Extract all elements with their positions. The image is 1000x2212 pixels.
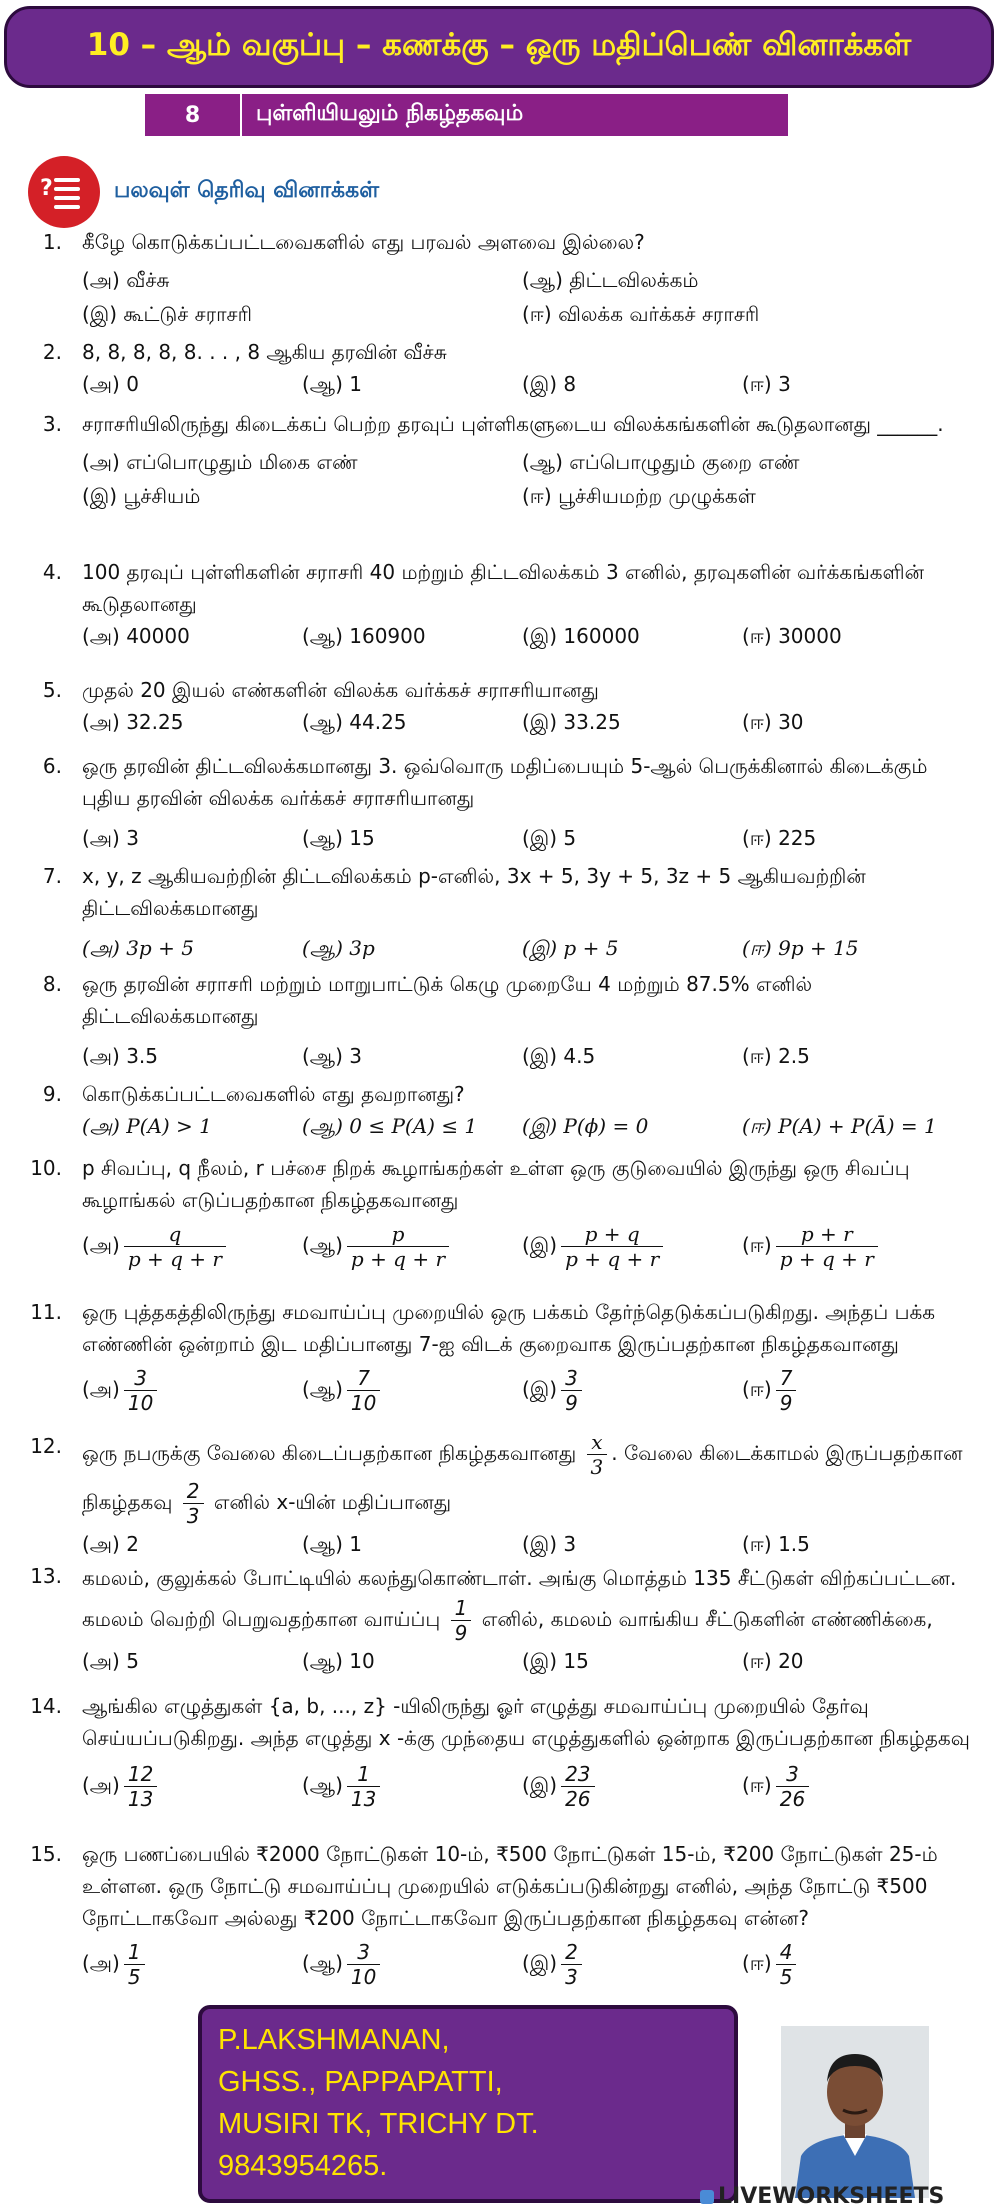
options-row [82, 1366, 980, 1426]
option[interactable]: (அ) 5 [82, 1649, 139, 1673]
option[interactable]: (ஆ) $\frac{p}{p + q + r}$ [302, 1222, 453, 1271]
option[interactable]: (ஆ) 1 [302, 372, 362, 396]
question-text: 8, 8, 8, 8, 8. . . , 8 ஆகிய தரவின் வீச்சு [82, 340, 447, 364]
question: 13. கமலம், குலுக்கல் போட்டியில் கலந்துகொண்டாள். அங்கு மொத்தம் 135 சீட்டுகள் விற்கப்பட்டன. கமலம் வெற்றி பெறுவதற்கான வாய்ப்பு $\frac{1}{9}$ எனில், கமலம் வாங்கிய சீட்டுகளின் எண்ணிக்கை, (அ) 5 (ஆ) 10 (இ) 15 (ஈ) 20 [20, 1560, 980, 1679]
option[interactable]: (அ) $\frac{12}{13}$ [82, 1762, 161, 1811]
option[interactable]: (இ) p + 5 [522, 936, 619, 960]
option[interactable]: (ஈ) 1.5 [742, 1532, 810, 1556]
option[interactable]: (இ) 3 [522, 1532, 577, 1556]
option[interactable]: (ஆ) 44.25 [302, 710, 407, 734]
option[interactable]: (இ) 5 [522, 826, 577, 850]
option[interactable]: (இ) P(ϕ) = 0 [522, 1114, 649, 1138]
options-row [82, 1645, 980, 1679]
page-title: 10 – ஆம் வகுப்பு – கணக்கு – ஒரு மதிப்பெண் வினாக்கள் [86, 27, 912, 63]
options-row [82, 620, 980, 654]
option[interactable]: (அ) 2 [82, 1532, 139, 1556]
section-label: பலவுள் தெரிவு வினாக்கள் [114, 178, 380, 203]
options-row [82, 446, 980, 480]
option[interactable]: (ஆ) எப்பொழுதும் குறை எண் [522, 450, 800, 474]
option[interactable]: (ஈ) 3 [742, 372, 791, 396]
option[interactable]: (இ) 8 [522, 372, 577, 396]
option[interactable]: (ஆ) $\frac{7}{10}$ [302, 1366, 384, 1415]
options-row [82, 1110, 980, 1144]
question-text: கீழே கொடுக்கப்பட்டவைகளில் எது பரவல் அளவை இல்லை? [82, 230, 645, 254]
option[interactable]: (இ) 33.25 [522, 710, 621, 734]
options-row [82, 1940, 980, 2000]
option[interactable]: (இ) 4.5 [522, 1044, 596, 1068]
question: 11. ஒரு புத்தகத்திலிருந்து சமவாய்ப்பு முறையில் ஒரு பக்கம் தேர்ந்தெடுக்கப்படுகிறது. அந்தப் பக்க எண்ணின் ஒன்றாம் இட மதிப்பானது 7-ஐ விடக் குறைவாக இருப்பதற்கான நிகழ்தகவானது (அ) $\frac{3}{10}$ (ஆ) $\frac{7}{10}$ (இ) $\frac{3}{9}$ (ஈ) $\frac{7}{9}$ [20, 1296, 980, 1426]
options-row [82, 298, 980, 332]
option[interactable]: (ஆ) 160900 [302, 624, 426, 648]
question: 8. ஒரு தரவின் சராசரி மற்றும் மாறுபாட்டுக் கெழு முறையே 4 மற்றும் 87.5% எனில் திட்டவிலக்கமானது (அ) 3.5 (ஆ) 3 (இ) 4.5 (ஈ) 2.5 [20, 968, 980, 1074]
chapter-bar [145, 94, 788, 136]
option[interactable]: (அ) 40000 [82, 624, 190, 648]
question: 2. 8, 8, 8, 8, 8. . . , 8 ஆகிய தரவின் வீச்சு (அ) 0 (ஆ) 1 (இ) 8 (ஈ) 3 [20, 336, 980, 402]
question-text: x, y, z ஆகியவற்றின் திட்டவிலக்கம் p-எனில், 3x + 5, 3y + 5, 3z + 5 ஆகியவற்றின் திட்டவிலக்கமானது [82, 864, 866, 920]
question-text: ஒரு புத்தகத்திலிருந்து சமவாய்ப்பு முறையில் ஒரு பக்கம் தேர்ந்தெடுக்கப்படுகிறது. அந்தப் பக்க எண்ணின் ஒன்றாம் இட மதிப்பானது 7-ஐ விடக் குறைவாக இருப்பதற்கான நிகழ்தகவானது [82, 1300, 936, 1356]
option[interactable]: (ஈ) 30000 [742, 624, 842, 648]
option[interactable]: (ஈ) 2.5 [742, 1044, 810, 1068]
author-photo [778, 2023, 932, 2201]
option[interactable]: (இ) $\frac{p + q}{p + q + r}$ [522, 1222, 667, 1271]
option[interactable]: (ஈ) $\frac{7}{9}$ [742, 1366, 800, 1415]
author-school: GHSS., PAPPAPATTI, [218, 2066, 503, 2098]
options-row [82, 1528, 980, 1562]
question: 7. x, y, z ஆகியவற்றின் திட்டவிலக்கம் p-எனில், 3x + 5, 3y + 5, 3z + 5 ஆகியவற்றின் திட்டவிலக்கமானது (அ) 3p + 5 (ஆ) 3p (இ) p + 5 (ஈ) 9p + 15 [20, 860, 980, 966]
question-text: முதல் 20 இயல் எண்களின் விலக்க வர்க்கச் சராசரியானது [82, 678, 599, 702]
option[interactable]: (ஈ) 30 [742, 710, 804, 734]
question-text: சராசரியிலிருந்து கிடைக்கப் பெற்ற தரவுப் புள்ளிகளுடைய விலக்கங்களின் கூடுதலானது ______. [82, 412, 944, 436]
question-list-icon: ? [28, 156, 100, 228]
option[interactable]: (ஆ) $\frac{1}{13}$ [302, 1762, 384, 1811]
question-text: கமலம், குலுக்கல் போட்டியில் கலந்துகொண்டாள். அங்கு மொத்தம் 135 சீட்டுகள் விற்கப்பட்டன. கமலம் வெற்றி பெறுவதற்கான வாய்ப்பு $\frac{1}{9}$ எனில், கமலம் வாங்கிய சீட்டுகளின் எண்ணிக்கை, [82, 1566, 957, 1645]
option[interactable]: (ஈ) $\frac{3}{26}$ [742, 1762, 813, 1811]
options-row [82, 822, 980, 856]
option[interactable]: (ஆ) $\frac{3}{10}$ [302, 1940, 384, 1989]
option[interactable]: (ஈ) 225 [742, 826, 817, 850]
option[interactable]: (இ) 15 [522, 1649, 589, 1673]
author-location: MUSIRI TK, TRICHY DT. [218, 2108, 539, 2140]
options-row [82, 932, 980, 966]
option[interactable]: (ஆ) 10 [302, 1649, 375, 1673]
question-text: கொடுக்கப்பட்டவைகளில் எது தவறானது? [82, 1082, 465, 1106]
question-text: 100 தரவுப் புள்ளிகளின் சராசரி 40 மற்றும் திட்டவிலக்கம் 3 எனில், தரவுகளின் வர்க்கங்களின் கூடுதலானது [82, 560, 925, 616]
question-text: ஒரு தரவின் சராசரி மற்றும் மாறுபாட்டுக் கெழு முறையே 4 மற்றும் 87.5% எனில் திட்டவிலக்கமானது [82, 972, 813, 1028]
option[interactable]: (ஈ) 20 [742, 1649, 804, 1673]
question-text: p சிவப்பு, q நீலம், r பச்சை நிறக் கூழாங்கற்கள் உள்ள ஒரு குடுவையில் இருந்து ஒரு சிவப்பு கூழாங்கல் எடுப்பதற்கான நிகழ்தகவானது [82, 1156, 910, 1212]
question: 12. ஒரு நபருக்கு வேலை கிடைப்பதற்கான நிகழ்தகவானது $\frac{x}{3}$ . வேலை கிடைக்காமல் இருப்பதற்கான நிகழ்தகவு $\frac{2}{3}$ எனில் x-யின் மதிப்பானது (அ) 2 (ஆ) 1 (இ) 3 (ஈ) 1.5 [20, 1430, 980, 1562]
question-text: ஒரு நபருக்கு வேலை கிடைப்பதற்கான நிகழ்தகவானது $\frac{x}{3}$ . வேலை கிடைக்காமல் இருப்பதற்கான நிகழ்தகவு $\frac{2}{3}$ எனில் x-யின் மதிப்பானது [82, 1430, 963, 1528]
option[interactable]: (ஆ) 1 [302, 1532, 362, 1556]
liveworksheets-logo: LIVEWORKSHEETS [700, 2184, 944, 2209]
option[interactable]: (அ) P(A) > 1 [82, 1114, 212, 1138]
option[interactable]: (அ) $\frac{3}{10}$ [82, 1366, 161, 1415]
question-text: ஒரு தரவின் திட்டவிலக்கமானது 3. ஒவ்வொரு மதிப்பையும் 5-ஆல் பெருக்கினால் கிடைக்கும் புதிய தரவின் விலக்க வர்க்கச் சராசரியானது [82, 754, 928, 810]
option[interactable]: (அ) வீச்சு [82, 268, 170, 292]
options-row [82, 706, 980, 740]
options-row [82, 368, 980, 402]
option[interactable]: (இ) பூச்சியம் [82, 484, 201, 508]
option[interactable]: (அ) $\frac{q}{p + q + r}$ [82, 1222, 230, 1271]
chapter-number: 8 [145, 94, 242, 136]
question: 9. கொடுக்கப்பட்டவைகளில் எது தவறானது? (அ) P(A) > 1 (ஆ) 0 ≤ P(A) ≤ 1 (இ) P(ϕ) = 0 (ஈ) P(A) + P(Ā) = 1 [20, 1078, 980, 1144]
option[interactable]: (ஈ) விலக்க வர்க்கச் சராசரி [522, 302, 760, 326]
option[interactable]: (ஆ) 3 [302, 1044, 362, 1068]
options-row [82, 480, 980, 514]
option[interactable]: (அ) 3.5 [82, 1044, 158, 1068]
option[interactable]: (ஈ) P(A) + P(Ā) = 1 [742, 1114, 937, 1138]
question-text: ஆங்கில எழுத்துகள் {a, b, ..., z} -யிலிருந்து ஓர் எழுத்து சமவாய்ப்பு முறையில் தேர்வு செய்யப்படுகிறது. அந்த எழுத்து x -க்கு முந்தைய எழுத்துகளில் ஒன்றாக இருப்பதற்கான நிகழ்தகவு [82, 1694, 970, 1750]
options-row [82, 1222, 980, 1282]
option[interactable]: (அ) 0 [82, 372, 139, 396]
option[interactable]: (அ) 3 [82, 826, 139, 850]
option[interactable]: (ஈ) பூச்சியமற்ற முழுக்கள் [522, 484, 756, 508]
option[interactable]: (இ) $\frac{3}{9}$ [522, 1366, 586, 1415]
author-card [198, 2005, 738, 2203]
author-phone: 9843954265. [218, 2150, 388, 2182]
option[interactable]: (அ) எப்பொழுதும் மிகை எண் [82, 450, 358, 474]
option[interactable]: (அ) $\frac{1}{5}$ [82, 1940, 149, 1989]
option[interactable]: (ஈ) $\frac{4}{5}$ [742, 1940, 800, 1989]
option[interactable]: (ஆ) 0 ≤ P(A) ≤ 1 [302, 1114, 478, 1138]
question: 14. ஆங்கில எழுத்துகள் {a, b, ..., z} -யிலிருந்து ஓர் எழுத்து சமவாய்ப்பு முறையில் தேர்வு செய்யப்படுகிறது. அந்த எழுத்து x -க்கு முந்தைய எழுத்துகளில் ஒன்றாக இருப்பதற்கான நிகழ்தகவு (அ) $\frac{12}{13}$ (ஆ) $\frac{1}{13}$ (இ) $\frac{23}{26}$ (ஈ) $\frac{3}{26}$ [20, 1690, 980, 1822]
option[interactable]: (ஈ) 9p + 15 [742, 936, 859, 960]
liveworksheets-icon [700, 2190, 714, 2204]
question: 5. முதல் 20 இயல் எண்களின் விலக்க வர்க்கச் சராசரியானது (அ) 32.25 (ஆ) 44.25 (இ) 33.25 (ஈ) 30 [20, 674, 980, 740]
option[interactable]: (இ) 160000 [522, 624, 640, 648]
question: 1. கீழே கொடுக்கப்பட்டவைகளில் எது பரவல் அளவை இல்லை? (அ) வீச்சு (ஆ) திட்டவிலக்கம் (இ) கூட்டுச் சராசரி (ஈ) விலக்க வர்க்கச் சராசரி [20, 226, 980, 332]
option[interactable]: (இ) கூட்டுச் சராசரி [82, 302, 252, 326]
question: 3. சராசரியிலிருந்து கிடைக்கப் பெற்ற தரவுப் புள்ளிகளுடைய விலக்கங்களின் கூடுதலானது ______. (அ) எப்பொழுதும் மிகை எண் (ஆ) எப்பொழுதும் குறை எண் (இ) பூச்சியம் (ஈ) பூச்சியமற்ற முழுக்கள் [20, 408, 980, 514]
options-row [82, 1762, 980, 1822]
author-name: P.LAKSHMANAN, [218, 2024, 450, 2056]
question-text: ஒரு பணப்பையில் ₹2000 நோட்டுகள் 10-ம், ₹500 நோட்டுகள் 15-ம், ₹200 நோட்டுகள் 25-ம் உள்ளன. ஒரு நோட்டு சமவாய்ப்பு முறையில் எடுக்கப்படுகின்றது எனில், அந்த நோட்டு ₹500 நோட்டாகவோ அல்லது ₹200 நோட்டாகவோ இருப்பதற்கான நிகழ்தகவு என்ன? [82, 1842, 938, 1930]
title-banner [4, 6, 994, 88]
option[interactable]: (ஆ) திட்டவிலக்கம் [522, 268, 699, 292]
options-row [82, 264, 980, 298]
section-header [28, 156, 379, 228]
question: 4. 100 தரவுப் புள்ளிகளின் சராசரி 40 மற்றும் திட்டவிலக்கம் 3 எனில், தரவுகளின் வர்க்கங்களின் கூடுதலானது (அ) 40000 (ஆ) 160900 (இ) 160000 (ஈ) 30000 [20, 556, 980, 654]
question: 10. p சிவப்பு, q நீலம், r பச்சை நிறக் கூழாங்கற்கள் உள்ள ஒரு குடுவையில் இருந்து ஒரு சிவப்பு கூழாங்கல் எடுப்பதற்கான நிகழ்தகவானது (அ) $\frac{q}{p + q + r}$ (ஆ) $\frac{p}{p + q + r}$ (இ) $\frac{p + q}{p + q + r}$ (ஈ) $\frac{p + r}{p + q + r}$ [20, 1152, 980, 1282]
option[interactable]: (இ) $\frac{2}{3}$ [522, 1940, 586, 1989]
question: 6. ஒரு தரவின் திட்டவிலக்கமானது 3. ஒவ்வொரு மதிப்பையும் 5-ஆல் பெருக்கினால் கிடைக்கும் புதிய தரவின் விலக்க வர்க்கச் சராசரியானது (அ) 3 (ஆ) 15 (இ) 5 (ஈ) 225 [20, 750, 980, 856]
option[interactable]: (ஆ) 15 [302, 826, 375, 850]
option[interactable]: (ஆ) 3p [302, 936, 375, 960]
option[interactable]: (அ) 3p + 5 [82, 936, 194, 960]
option[interactable]: (இ) $\frac{23}{26}$ [522, 1762, 599, 1811]
chapter-title: புள்ளியியலும் நிகழ்தகவும் [256, 101, 524, 126]
question: 15. ஒரு பணப்பையில் ₹2000 நோட்டுகள் 10-ம், ₹500 நோட்டுகள் 15-ம், ₹200 நோட்டுகள் 25-ம் உள்ளன. ஒரு நோட்டு சமவாய்ப்பு முறையில் எடுக்கப்படுகின்றது எனில், அந்த நோட்டு ₹500 நோட்டாகவோ அல்லது ₹200 நோட்டாகவோ இருப்பதற்கான நிகழ்தகவு என்ன? (அ) $\frac{1}{5}$ (ஆ) $\frac{3}{10}$ (இ) $\frac{2}{3}$ (ஈ) $\frac{4}{5}$ [20, 1838, 980, 2000]
options-row [82, 1040, 980, 1074]
option[interactable]: (அ) 32.25 [82, 710, 184, 734]
option[interactable]: (ஈ) $\frac{p + r}{p + q + r}$ [742, 1222, 882, 1271]
